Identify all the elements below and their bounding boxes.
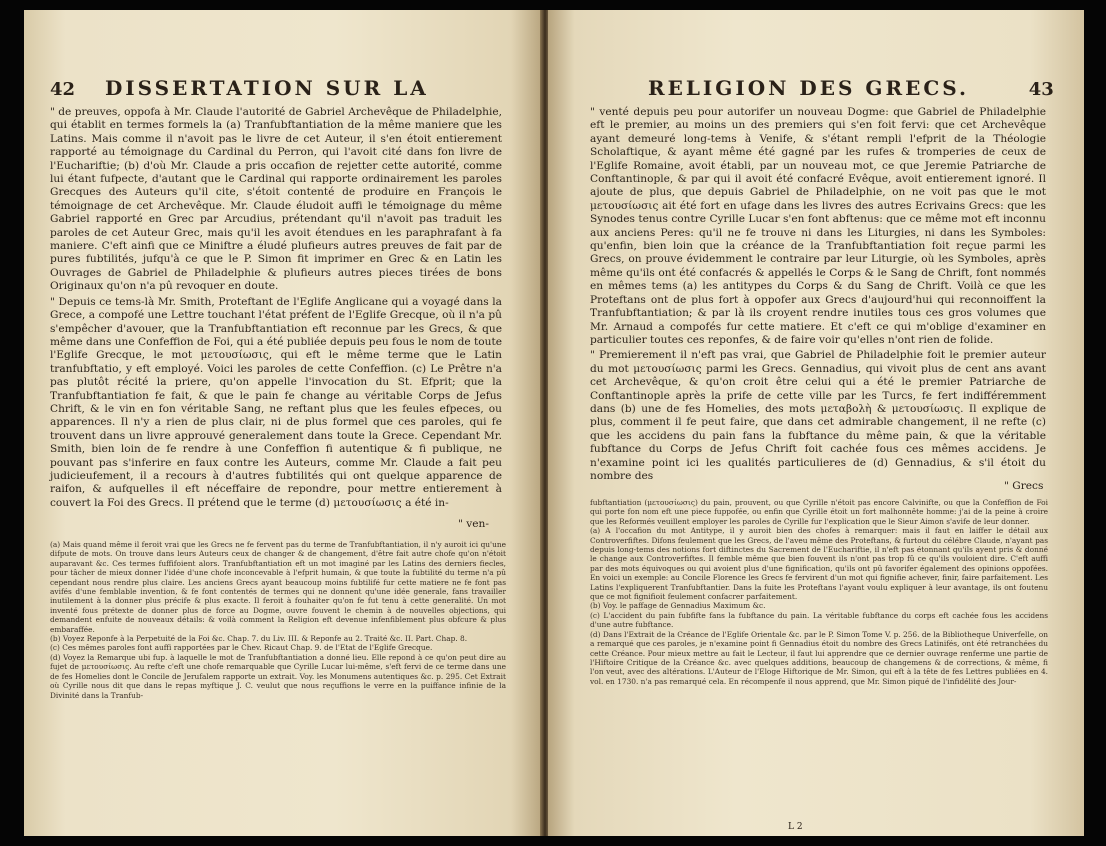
right-paragraph-1: " venté depuis peu pour autorifer un nouveau Dogme: que Gabriel de Philadelphie eft le premier, au moins un des premiers qui s'en foit fervi: que cet Archevêque ayant demeuré long-tems à Venife, & s'étant rempli l'efprit de la Théologie Scholaftique, & ayant même été gagné par les rufes & tromperies de ceux de l'Eglife Romaine, avoit établi, par un nouveau mot, ce que Jeremie Patriarche de Conftantinople, & par qui il avoit été confacré Evêque, avoit entierement ignoré. Il ajoute de plus, que depuis Gabriel de Philadelphie, on ne voit pas que le mot μετουσίωσις ait été fort en ufage dans les livres des autres Ecrivains Grecs: que les Synodes tenus contre Cyrille Lucar s'en font abftenus: que ce même mot eft inconnu aux anciens Peres: qu'il ne fe trouve ni dans les Liturgies, ni dans les Symboles: qu'enfin, bien loin que la créance de la Tranfubftantiation foit reçue parmi les Grecs, on prouve évidemment le contraire par leur Liturgie, où les Symboles, après même qu'ils ont été confacrés & appellés le Corps & le Sang de Chrift, font nommés en mêmes tems (a) les antitypes du Corps & du Sang de Chrift. Voilà ce que les Proteftans ont de plus fort à oppofer aux Grecs d'aujourd'hui qui reconnoiffent la Tranfubftantiation; & par là ils croyent rendre inutiles tous ces gros volumes que Mr. Arnaud a compofés fur cette matiere. Et c'eft ce qui m'oblige d'examiner en particulier toutes ces reponfes, & de faire voir qu'elles n'ont rien de folide.: [590, 106, 1046, 346]
right-signature-mark: L 2: [788, 822, 803, 832]
right-page-number: 43: [1028, 79, 1054, 100]
open-book: [24, 10, 1084, 836]
right-paragraph-2: " Premierement il n'eft pas vrai, que Gabriel de Philadelphie foit le premier auteur du mot μετουσίωσις parmi les Grecs. Gennadius, qui vivoit plus de cent ans avant cet Archevêque, & qu'on croit être celui qui a été le premier Patriarche de Conftantinople après la prife de cette ville par les Turcs, fe fert indifféremment dans (b) une de fes Homelies, des mots μεταβολὴ & μετουσίωσις. Il explique de plus, comment il fe peut faire, que dans cet admirable changement, il ne refte (c) que les accidens du pain fans la fubftance du même pain, & que la véritable fubftance du Corps de Jefus Chrift foit cachée fous ces mêmes accidens. Je n'examine point ici les qualités particulieres de (d) Gennadius, & s'il étoit du nombre des: [590, 349, 1046, 482]
right-page: [548, 10, 1084, 836]
right-footnotes: [590, 498, 1048, 818]
left-page-number: 42: [50, 79, 76, 100]
left-running-head: [50, 76, 429, 106]
left-page: [24, 10, 542, 836]
left-catchword: " ven-: [458, 518, 489, 530]
right-running-head: [648, 76, 1054, 106]
right-footnote-a: (a) A l'occafion du mot Antitype, il y auroit bien des chofes à remarquer: mais il faut en laiffer le détail aux Controverfiftes. Difons feulement que les Grecs, de l'aveu même des Proteftans, & furtout du célébre Claude, n'ayant pas depuis long-tems des notions fort diftinctes du Sacrement de l'Euchariftie, il n'eft pas étonnant qu'ils ayent pris & donné le change aux Controverfiftes. Il femble même que bien fouvent ils n'ont pas trop fû ce qu'ils vouloient dire. C'eft auffi par des mots équivoques ou qui avoient plus d'une fignification, qu'ils ont pû favorifer également des opinions oppofées. En voici un exemple: au Concile Florence les Grecs fe fervirent d'un mot qui fignifie achever, finir, faire parfaitement. Les Latins l'expliquerent Tranfubftantier. Dans la fuite les Proteftans l'ayant voulu expliquer à leur avantage, ils ont foutenu que ce mot fignifioit feulement confacrer parfaitement.: [590, 526, 1048, 602]
left-body-text: [50, 106, 502, 510]
right-page-title: RELIGION DES GRECS.: [648, 76, 969, 100]
right-footnote-d: (d) Dans l'Extrait de la Créance de l'Eglife Orientale &c. par le P. Simon Tome V. p. 256. de la Bibliotheque Univerfelle, on a remarqué que ces paroles, je n'examine point fi Gennadius étoit du nombre des Grecs Latinifés, ont été retranchées du cette Créance. Pour mieux mettre au fait le Lecteur, il faut lui apprendre que ce dernier ouvrage renferme une partie de l'Hiftoire Critique de la Créance &c. avec quelques additions, beaucoup de changemens & de corrections, & même, fi l'on veut, avec des altérations. L'Auteur de l'Eloge Hiftorique de Mr. Simon, qui eft à la tête de fes Lettres publiées en 4. vol. en 1730. n'a pas remarqué cela. En récompenfe il nous apprend, que Mr. Simon piqué de l'infidélité des Jour-: [590, 629, 1048, 686]
left-paragraph-1: " de preuves, oppofa à Mr. Claude l'autorité de Gabriel Archevêque de Philadelphie, qui établit en termes formels la (a) Tranfubftantiation de la même maniere que les Latins. Mais comme il n'avoit pas le livre de cet Auteur, il s'en étoit entierement rapporté au témoignage du Cardinal du Perron, qui l'avoit cité dans fon livre de l'Euchariftie; (b) d'où Mr. Claude a pris occafion de rejetter cette autorité, comme lui étant fufpecte, d'autant que le Cardinal qui rapporte ordinairement les paroles Grecques des Auteurs qu'il cite, s'étoit contenté de produire en François le témoignage de cet Archevêque. Mr. Claude éludoit auffi le témoignage du même Gabriel rapporté en Grec par Arcudius, prétendant qu'il n'avoit pas traduit les paroles de cet Auteur Grec, mais qu'il les avoit étendues en les paraphrafant à fa maniere. C'eft ainfi que ce Miniftre a éludé plufieurs autres preuves de fait par de pures fubtilités, jufqu'à ce que le P. Simon fit imprimer en Grec & en Latin les Ouvrages de Gabriel de Philadelphie & plufieurs autres pieces tirées de bons Originaux qu'on n'a pû revoquer en doute.: [50, 106, 502, 293]
left-footnote-c: (c) Ces mêmes paroles font auffi rapportées par le Chev. Ricaut Chap. 9. de l'Etat de l'Eglife Grecque.: [50, 643, 433, 653]
right-footnote-b: (b) Voy. le paffage de Gennadius Maximum &c.: [590, 601, 766, 611]
right-footnote-c: (c) L'accident du pain fubfifte fans la fubftance du pain. La véritable fubftance du corps eft cachée fous les accidens d'une autre fubftance.: [590, 610, 1048, 630]
right-catchword: " Grecs: [1004, 480, 1044, 492]
left-footnote-b: (b) Voyez Reponfe à la Perpetuité de la Foi &c. Chap. 7. du Liv. III. & Reponfe au 2. Traité &c. II. Part. Chap. 8.: [50, 634, 468, 644]
left-footnotes: [50, 540, 506, 836]
left-footnote-a: (a) Mais quand même il feroit vrai que les Grecs ne fe fervent pas du terme de Tranfubftantiation, il n'y auroit ici qu'une difpute de mots. On trouve dans leurs Auteurs ceux de changer & de changement, d'être fait autre chofe qu'on n'étoit auparavant &c. Ces termes fuffifoient alors. Tranfubftantiation eft un mot imaginé par les Latins des derniers fiecles, pour tâcher de mieux donner l'idée d'une chofe inconcevable à l'efprit humain, & que toute la fubtilité du terme n'a pû cependant nous rendre plus claire. Les anciens Grecs ayant beaucoup moins fubtilifé fur cette matiere ne fe font pas avifés d'une femblable invention, & fe font contentés de termes qui ne donnent qu'une idée generale, fans travailler inutilement à la donner plus précife & plus exacte. Il feroit à fouhaiter qu'on fe fut tenu à cette generalité. Un mot inventé fous prétexte de donner plus de force au Dogme, ouvre fouvent le chemin à de nouvelles objections, qui demandent enfuite de nouveaux détails: & voilà comment la Religion eft devenue infenfiblement plus obfcure & plus embaraffée.: [50, 540, 506, 634]
right-footnote-continued: fubftantiation (μετουσίωσις) du pain, prouvent, ou que Cyrille n'étoit pas encore Calvinifte, ou que la Confeffion de Foi qui porte fon nom eft une piece fuppofée, ou enfin que Cyrille étoit un fort malhonnête homme: j'ai de la peine à croire que les Reformés veuillent employer les paroles de Cyrille fur l'explication que le Sieur Aimon s'avife de leur donner.: [590, 498, 1048, 526]
left-paragraph-2: " Depuis ce tems-là Mr. Smith, Proteftant de l'Eglife Anglicane qui a voyagé dans la Grece, a compofé une Lettre touchant l'état préfent de l'Eglife Grecque, où il n'a pû s'empêcher d'avouer, que la Tranfubftantiation eft reconnue par les Grecs, & que même dans une Confeffion de Foi, qui a été publiée depuis peu fous le nom de toute l'Eglife Grecque, le mot μετουσίωσις, qui eft le même terme que le Latin tranfubftatio, y eft employé. Voici les paroles de cette Confeffion. (c) Le Prêtre n'a pas plutôt récité la priere, qu'on appelle l'invocation du St. Efprit; que la Tranfubftantiation fe fait, & que le pain fe change au véritable Corps de Jefus Chrift, & le vin en fon véritable Sang, ne reftant plus que les feules efpeces, ou apparences. Il n'y a rien de plus clair, ni de plus formel que ces paroles, qui fe trouvent dans un livre approuvé generalement dans toute la Grece. Cependant Mr. Smith, bien loin de fe rendre à une Confeffion fi autentique & fi publique, ne pouvant pas s'inferire en faux contre les Auteurs, comme Mr. Claude a fait peu judicieufement, il a recours à d'autres fubtilités qui ont quelque apparence de raifon, & aufquelles il eft néceffaire de repondre, pour mettre entierement à couvert la Foi des Grecs. Il prétend que le terme (d) μετουσίωσις a été in-: [50, 295, 503, 509]
right-body-text: [590, 106, 1046, 483]
left-page-title: DISSERTATION SUR LA: [104, 76, 429, 100]
left-footnote-d: (d) Voyez la Remarque ubi fup. à laquelle le mot de Tranfubftantiation a donné lieu. Elle repond à ce qu'on peut dire au fujet de μετουσίωσις. Au refte c'eft une chofe remarquable que Cyrille Lucar lui-même, s'eft fervi de ce terme dans une de fes Homelies dont le Concile de Jerufalem rapporte un extrait. Voy. les Monumens autentiques &c. p. 295. Cet Extrait où Cyrille nous dit que dans le repas myftique J. C. veulut que nous reçuffions le verre en la puiffance infinie de la Divinité dans la Tranfub-: [50, 652, 506, 700]
